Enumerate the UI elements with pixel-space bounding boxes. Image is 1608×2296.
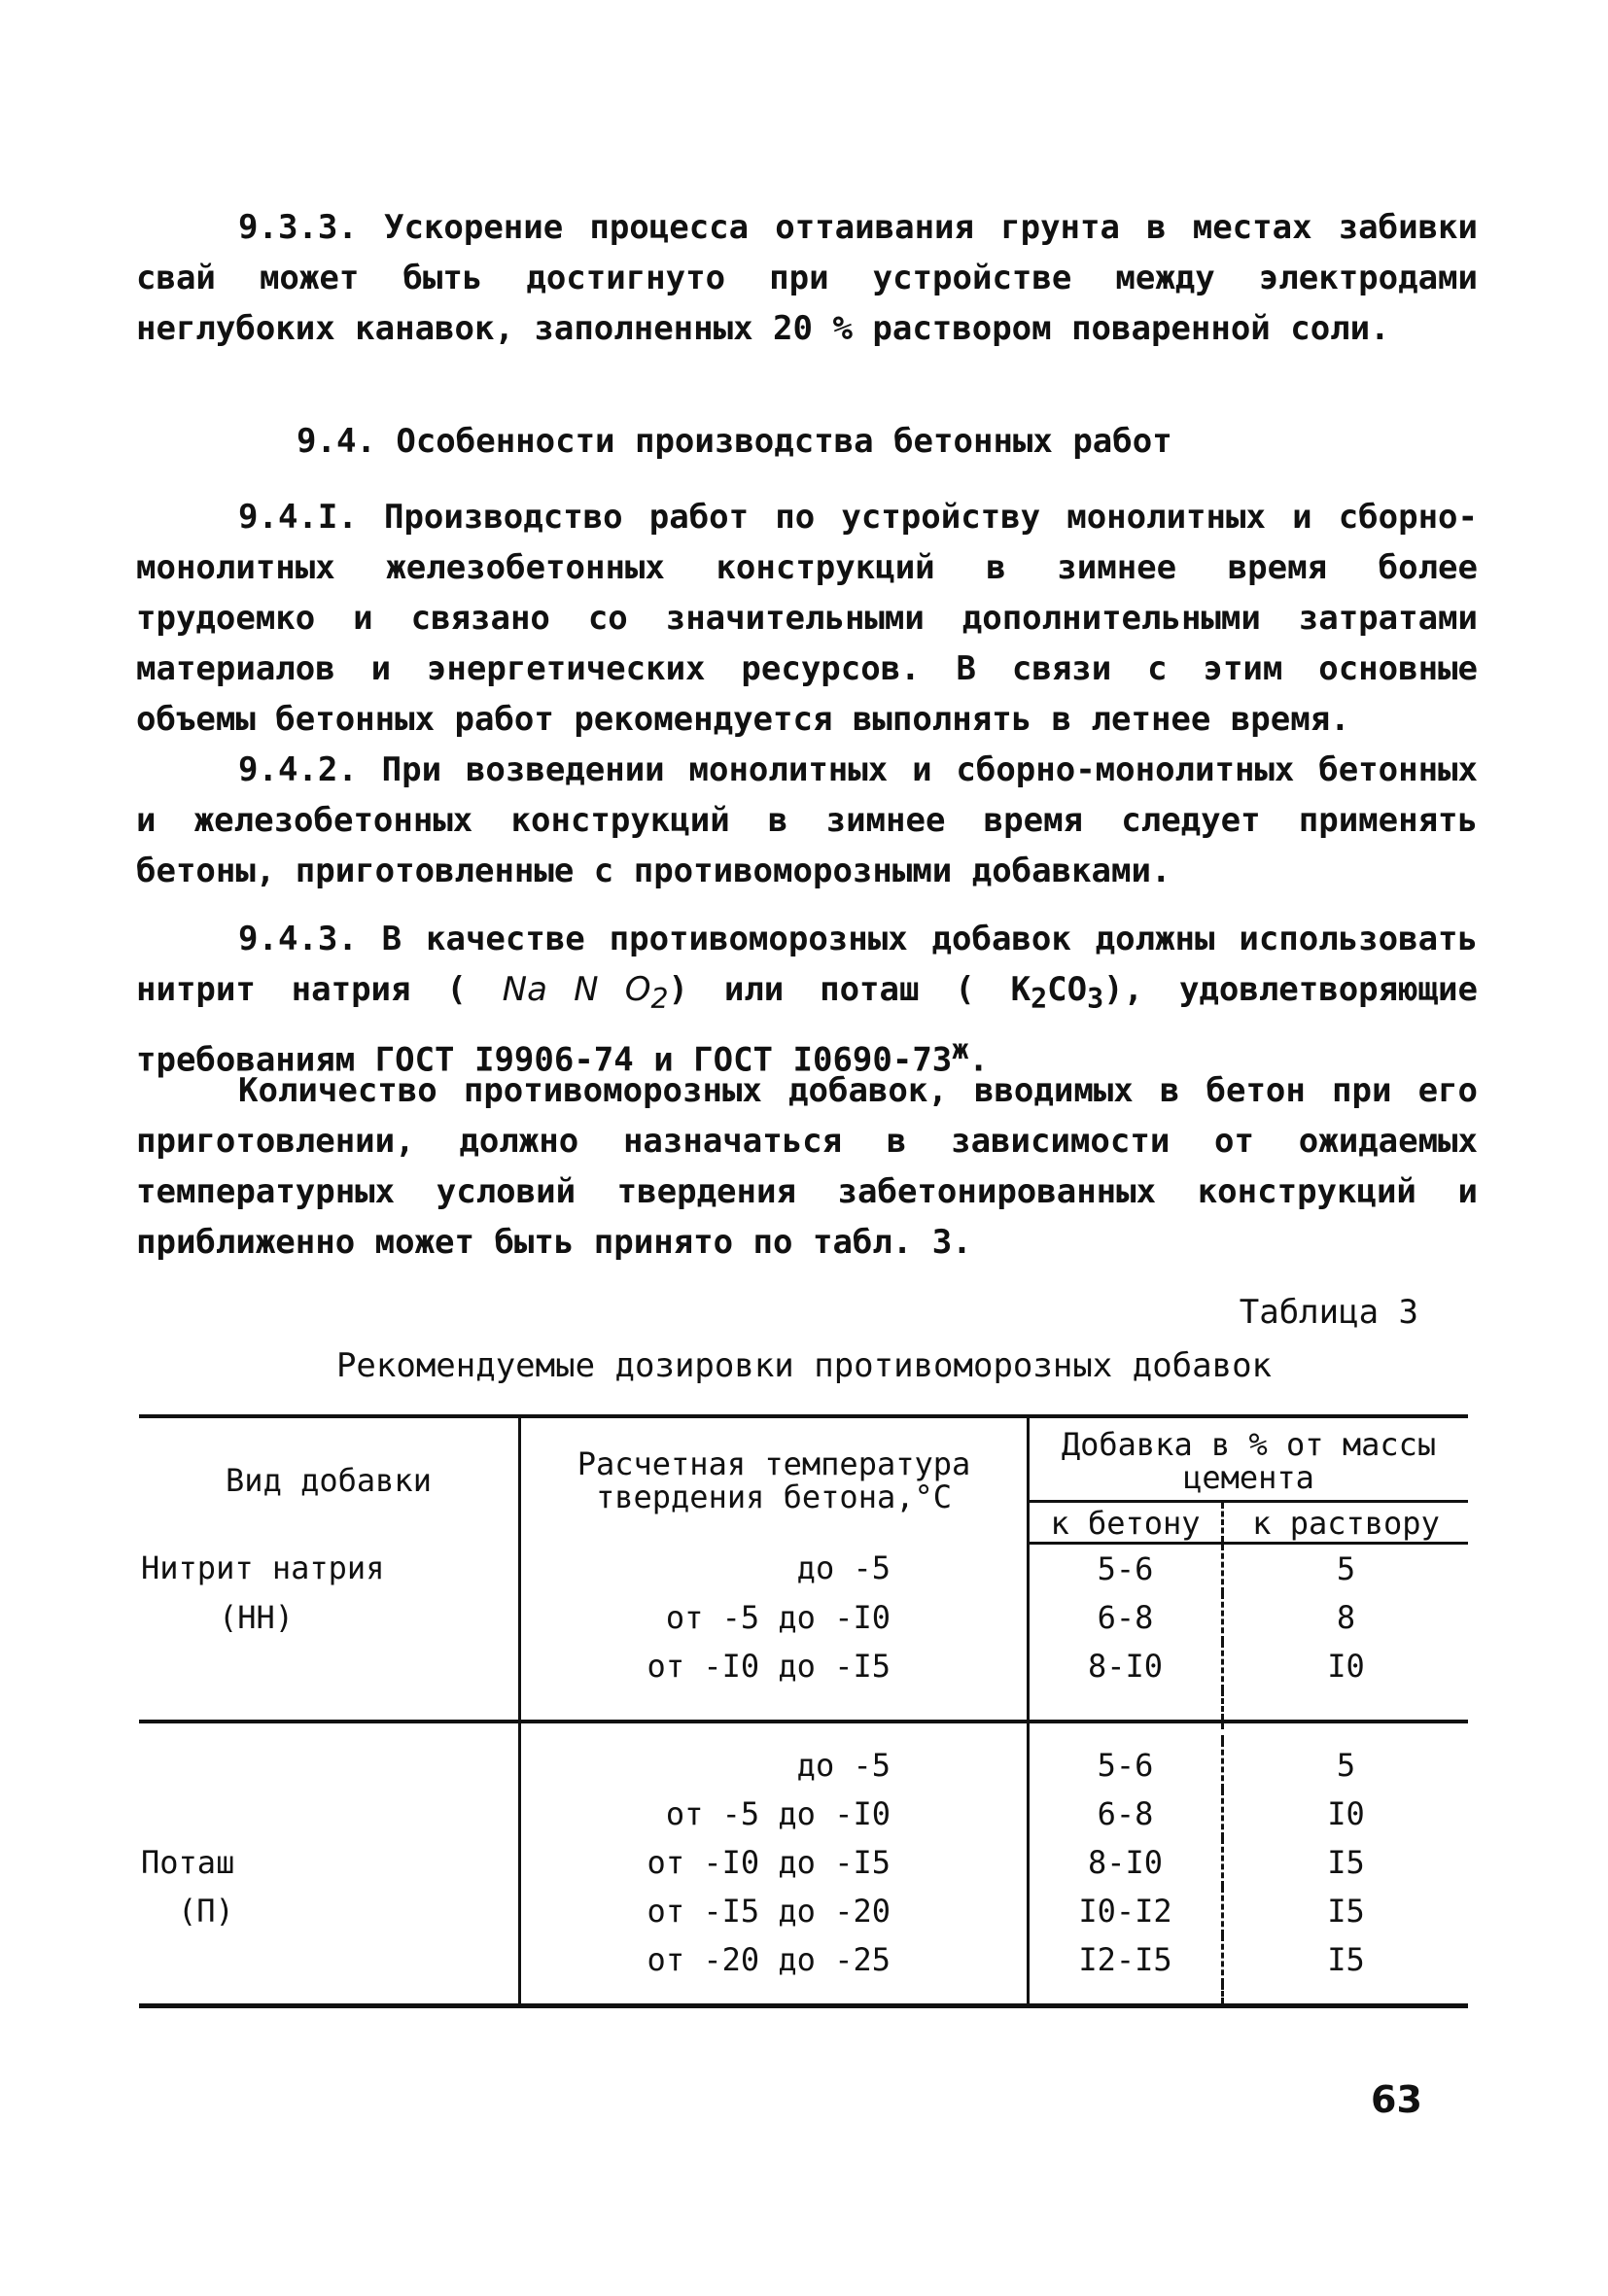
table-row: (П) от -I5 до -20 I0-I2 I5 bbox=[139, 1887, 1468, 1935]
group-divider bbox=[139, 1722, 1468, 1741]
table-row: от -I0 до -I5 8-I0 I0 bbox=[139, 1642, 1468, 1690]
header-additive-percent: Добавка в % от массы цемента bbox=[1029, 1416, 1469, 1502]
table-header-row bbox=[139, 1416, 1468, 1502]
table-row: от -20 до -25 I2-I5 I5 bbox=[139, 1935, 1468, 1984]
table-label: Таблица 3 bbox=[1239, 1293, 1418, 1332]
table-bottom-rule bbox=[139, 1984, 1468, 2006]
paragraph-9-4-1: 9.4.I. Производство работ по устройству монолитных и сборно-монолитных железобетонных конструкций в зимнее время более трудоемко и связано со значительными дополнительными затратами материалов и энергетических ресурсов. В связи с этим основные объемы бетонных работ рекомендуется выполнять в летнее время. bbox=[136, 498, 1478, 739]
additive-name: Поташ bbox=[139, 1838, 520, 1887]
header-to-mortar: к раствору bbox=[1223, 1502, 1469, 1544]
additive-code: (НН) bbox=[139, 1593, 520, 1642]
additive-name: Нитрит натрия bbox=[139, 1544, 520, 1594]
table-row: Нитрит натрия до -5 5-6 5 bbox=[139, 1544, 1468, 1594]
paragraph-9-4-3: 9.4.3. В качестве противоморозных добавок должны использовать нитрит натрия ( Na N $O_2$) или поташ ( $K_2CO_3$), удовлетворяющие требованиям ГОСТ I9906-74 и ГОСТ $I0690-73^ж$. bbox=[136, 920, 1478, 1080]
table-row: до -5 5-6 5 bbox=[139, 1741, 1468, 1790]
table-row: (НН) от -5 до -I0 6-8 8 bbox=[139, 1593, 1468, 1642]
header-to-concrete: к бетону bbox=[1029, 1502, 1223, 1544]
header-temperature: Расчетная температура твердения бетона,°С bbox=[520, 1416, 1029, 1544]
paragraph-9-4-2: 9.4.2. При возведении монолитных и сборно-монолитных бетонных и железобетонных конструкций в зимнее время следует применять бетоны, приготовленные с противоморозными добавками. bbox=[136, 750, 1478, 890]
table-row: от -5 до -I0 6-8 I0 bbox=[139, 1790, 1468, 1838]
dosage-table bbox=[139, 1414, 1468, 2008]
paragraph-quantity: Количество противоморозных добавок, вводимых в бетон при его приготовлении, должно назначаться в зависимости от ожидаемых температурных условий твердения забетонированных конструкций и приближенно может быть принято по табл. 3. bbox=[136, 1071, 1478, 1262]
header-additive-type: Вид добавки bbox=[139, 1416, 520, 1544]
table-title: Рекомендуемые дозировки противоморозных добавок bbox=[335, 1346, 1273, 1385]
section-heading-9-4: 9.4. Особенности производства бетонных работ bbox=[297, 422, 1172, 461]
page-number: 63 bbox=[1371, 2078, 1422, 2121]
formula-sodium-nitrite: Na N $O_2$ bbox=[502, 970, 669, 1015]
paragraph-9-3-3: 9.3.3. Ускорение процесса оттаивания грунта в местах забивки свай может быть достигнуто при устройстве между электродами неглубоких канавок, заполненных 20 % раствором поваренной соли. bbox=[136, 208, 1478, 348]
table-row: Поташ от -I0 до -I5 8-I0 I5 bbox=[139, 1838, 1468, 1887]
additive-code: (П) bbox=[139, 1887, 520, 1935]
